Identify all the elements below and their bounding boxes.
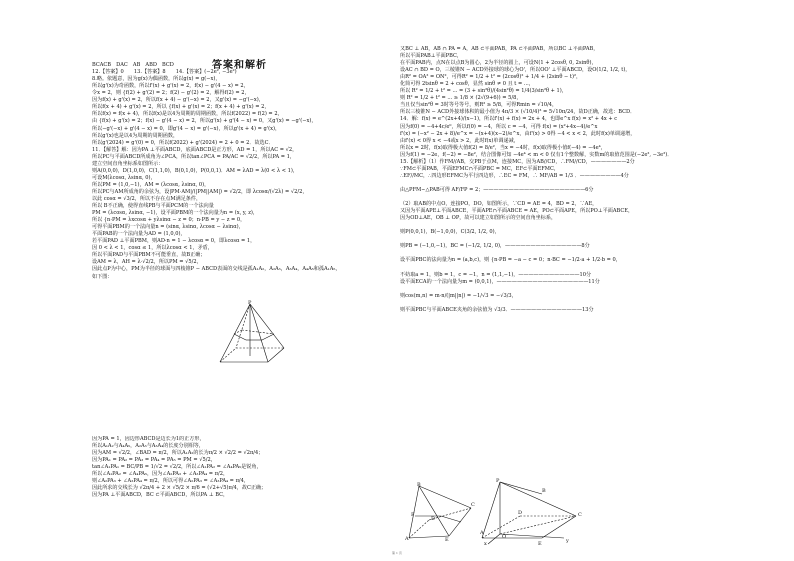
fig-right-b-label: x [484,541,487,546]
text-line: 由R² = OA² = ON²，可得R² = 1/2 + t² = (2cosθ)² + 1/4 + (2sinθ − t)²， [400,74,582,81]
text-line: 所以PC与AM所成角的余弦为，设|PM·AM|/(|PM||AM|) = √2/2，即 λcosα/(√2λ) = √2/2， [92,188,308,195]
text-line: 设平面ECA的一个法向量为m = (0,0,1)，——————————————————11分 [400,278,600,285]
text-line: 由△PFM∽△PAB可得 AF/FP = 2；————————————————————6分 [400,186,594,193]
text-line: 所以f(x) = f(x + 4)，所以f(x)是以4为周期的周期函数，所以f(2022) = f(2) = 2， [92,111,283,118]
text-line: BCACB DAC AB ABD BCD [92,62,174,69]
left-bottom-column [92,436,392,499]
text-line: ∴EF//MC，∴四边形EFMC为平行四边形，∴EC = FM，∴ MF/AB = 1/3 ．————————4分 [400,172,629,179]
pyramid-figure-left [210,300,290,370]
fig-right-b-label: O [502,534,507,540]
pyramid-figure-right-a [405,480,477,542]
text-line: 则 R² = 1/2 + t² = ... ≥ 1/8 × (2√(9+6)) = 5/8， [400,95,522,102]
text-line: 因此所求的交线长为 √2π/4 + 2 × √5/2 × π/6 = (√2+√5)π/4，故C正确； [92,485,267,492]
text-line [92,48,392,55]
text-line: ∵FM⊂平面PAB，平面EFMC∩平面PBC = MC，EF⊂平面EFMC， [400,165,559,172]
text-line: 所以平面PAD与平面PBM不可能垂直，故B正确； [92,252,206,259]
text-line: 11．【解答】解：因为PA ⊥平面ABCD，底面ABCD是正方形，AD = 1，所以AC = √2， [92,146,298,153]
text-line: （2）取AB的中点O，连接PO，DO，如图所示，∵CD = AE = 4，BD = 2，∵AE， [400,201,598,208]
pyramid-figure-right-b [480,476,590,546]
text-line: 建立空间直角坐标系如图所示： [92,160,164,167]
text-line: 所以 {n·PM = λxcosα + yλsinα − z = 0；n·PB = y − z = 0， [92,217,246,224]
text-line: 则P(0,0,1)，B(−1,0,0)，C(3/2, 1/2, 0)， [400,229,500,236]
text-line: 所以f(x + 4) + g'(x) = 2，所以 {f(x) + g'(x) = 2；f(x + 4) + g'(x) = 2， [92,104,270,111]
fig-right-b-label: D [518,510,523,516]
fig-right-b-label: E [538,541,542,546]
text-line [400,286,700,293]
fig-right-a-label: A [405,536,409,542]
text-line: 设平面PBC的法向量为n = (a,b,c)，则 {n·PB = −a − c = 0；n·BC = −1/2·a + 1/2·b = 0， [400,257,621,264]
text-line: 15.【解析】（1）作FM//AB，交PB于点M，连接MC，因为AB//CD，∴FM//CD，———————2分 [400,158,635,165]
right-column [400,46,700,314]
text-line: 以此 cosα = √3/2，所以不存在点M满足条件， [92,195,202,202]
fig-right-a-label: F [411,512,415,518]
text-line: 所以 B不正确，使得直线PB与平面PCM的一个法向量 [92,203,214,210]
left-column [92,48,392,281]
text-line: 在平面PAB内，点N在以点B为圆心，2为半径的圆上，可设N(1 + 2cosθ, 0, 2sinθ)， [400,60,597,67]
text-line: 则cos⟨m,n⟩ = m·n/(|m||n|) = −1/√3 = −√3/3， [400,292,517,299]
text-line: 由f'(x) < 0得 x < −4或x > 2，此时f(x)单调递减， [400,137,519,144]
text-line: 12.【答案】0 13.【答案】8 14.【答案】(−2e², −3e²) [92,69,237,76]
text-line: 则∠A₂PA₃ + ∠A₃PA₄ = π/2，所以可得∠A₂PA₃ = ∠A₃PA₄ = π/4， [92,478,249,485]
text-line: f'(x) = (−x² − 2x + 8)/e^x = −(x+4)(x−2)/e^x，由f'(x) > 0得 −4 < x < 2，此时f(x)单调递增， [400,130,636,137]
text-line: 由 {f(x) + g'(x) = 2；f(x) − g'(4 − x) = 2，所以g'(x) + g'(4 − x) = 0，又g'(x) = −g'(−x)， [92,118,317,125]
text-line: 则A(0,0,0)，D(1,0,0)，C(1,1,0)，B(0,1,0)，P(0,0,1)．AM = λAD = λ(0 < λ < 1)， [92,167,298,174]
text-line: 设AC ∩ BD = O，三棱锥N − ACD外接球的球心为O'，所以OO' ⊥平面ABCD，设O(1/2, 1/2, t)， [400,67,631,74]
text-line: PM = (λcosα, λsinα, −1)，设平面PBM的一个法向量为n = (x, y, z)， [92,210,259,217]
text-line: 因为OD⊥AE，OB ⊥ OP，故可以建立如图所示的空间直角坐标系， [400,215,557,222]
text-line: 化简可得 2tsinθ = 2 + cosθ，显然 sinθ ≠ 0 且 t = ...， [400,81,534,88]
text-line: 又BC ⊥ AB，AB ∩ PA = A，AB ⊂平面PAB，PA ⊂平面PAB，所以BC ⊥平面PAB， [400,46,599,52]
fig-right-a-label: C [471,502,475,508]
text-line: 平面PAB的一个法向量为AD = (1,0,0)， [92,231,186,238]
text-line: 设AM = λ，AH = λ·√2/2，所以PM = √5/2， [92,259,202,266]
fig-right-b-label: B [542,488,546,494]
fig-right-a-label: B [417,482,421,488]
text-line [400,180,700,187]
page-title: 答案和解析 [212,60,267,71]
text-line: 不妨取a = 1，则b = 1，c = −1，n = (1,1,−1)，————————————10分 [400,271,592,278]
text-line: 所以g'(2024) = g'(0) = 0，所以f(2022) + g'(2024) = 2 + 0 = 2．故选C． [92,139,274,146]
text-line: 可设M(λcosα, λsinα, 0)， [92,174,156,181]
text-line: 因为f(x) + g'(x) = 2，所以f(x + 4) − g'(−x) = 2，又g'(x) = −g'(−x)， [92,97,264,104]
text-line: 因为f(1) = −2e，f(−2) = −8e²，结合图像可知 −4e⁴ < m < 0 仅有1个整数解，实数m的取值范围是(−2e², −3e²)． [400,151,673,158]
text-line: tan∠A₁PA₁ = BC/PB = 1/√2 = √2/2，所以∠A₁PA₂ = ∠A₄PA₅是锐角， [92,464,262,471]
text-line: 所以PM = (1,0,−1)，AM = (λcosα, λsinα, 0)， [92,181,210,188]
text-line: 所以 R² = 1/2 + t² = ... = (3 + sin²θ)/(4sin²θ) = 1/4(3/sin²θ + 1)， [400,88,567,95]
text-line: 所以g'(x)为奇函数，所以f'(x) + g'(x) = 2，f(x) − g'(4 − x) = 2， [92,83,249,90]
text-line: 所以x = 2时，f(x)取得极大值f(2) = 8/e²，当x = −4时，f(x)取得极小值f(−4) = −4e⁴， [400,144,606,151]
text-line [92,55,392,62]
text-line: 所以∠A₁PA₂ = ∠A₄PA₅，因为∠A₂PA₃ + ∠A₃PA₄ = π/2， [92,471,229,478]
text-line: 8.略。依题意，因为g(x)为偶函数，所以g(x) = g(−x)， [92,76,221,83]
text-line: 如下图： [92,273,113,280]
text-line: 因为PA₁ = PA₂ = PA₃ = PA₄ = PA₅ = PM = √5/2， [92,457,216,464]
text-line: 所以三棱锥N − ACD外接球体积的最小值为 4π/3 × (√10/4)³ = 5√10π/24，故D正确，故选：BCD． [400,109,636,116]
text-line: 所以PC与平面ABCD所成角为∠PCA，所以tan∠PCA = PA/AC = √2/2，所以PA = 1， [92,153,296,160]
text-line: 所以平面PAB⊥平面PBC， [400,53,462,60]
text-line: 则平面PBC与平面ABCE夹角的余弦值为 √3/3．——————————————13分 [400,306,594,313]
text-line: 所以A₁A₂与A₄A₅，A₂A₃与A₃A₄的长度分别相等， [92,443,204,450]
fig-right-b-label: P [496,478,500,484]
text-line: 因 0 < λ < 1，cosα ≤ 1，所以λcosα < 1，矛盾， [92,245,213,252]
text-line: 当且仅当sin²θ = 3时等号等号，则R² ≥ 5/8，可得Rmin = √10/4， [400,102,558,109]
text-line [400,300,700,307]
fig-right-b-label: y [566,538,569,544]
fig-right-a-label: D [431,516,436,522]
fig-right-b-label: C [578,512,582,518]
text-line: 因为AM = √2/2，∠BAD = π/2，所以A₁A₂的长为π/2 × √2/2 = √2π/4； [92,450,264,457]
text-line: 因为f(0) = −4+4c/e⁰，所以f(0) = −4，所以 c = −4，可得 f(x) = (x²+4x−4)/e^x [400,123,598,130]
text-line: 可得平面PBM的一个法向量n = (sinα, λsinα, λcosα − λsinα)， [92,224,244,231]
fig-right-b-label: A [480,530,484,536]
text-line: 又因为平面APE⊥平面ABCE，平面APE∩平面ABCE = AE，PO⊂平面APE，所以PO⊥平面ABCE， [400,208,634,215]
text-line: 因此点P为中心，PM为半径的球面与四棱锥P − ABCD表面的交线是孤A₁A₂，A₂A₃，A₃A₄，A₄A₅和孤A₁A₅， [92,266,341,273]
page-footer: 第 1 页 [392,551,402,555]
text-line: 因为PA = 1，因边形ABCD是边长为1的正方形， [92,436,205,442]
text-line: 所以g'(x)也是以4为周期的周期函数， [92,132,179,139]
fig-left-label: P [248,300,252,306]
text-line [400,264,700,271]
text-line: 令x = 2，则 {f(2) + g'(2) = 2；f(2) − g'(2) = 2，解得f(2) = 2， [92,90,250,97]
text-line: 若平面PAD ⊥平面PBM，则AD·n = 1 − λcosα = 0，即λcosα = 1， [92,238,256,245]
text-line: 则PB = (−1,0,−1)，BC = (−1/2, 1/2, 0)，———————————————8分 [400,243,590,250]
text-line: 所以−g'(−x) + g'(4 − x) = 0，即g'(4 − x) = g'(−x)，所以g'(x + 4) = g'(x)， [92,125,281,132]
text-line [400,194,700,201]
text-line: 因为PA ⊥平面ABCD，BC ⊂平面ABCD，所以PA ⊥ BC， [92,492,229,499]
fig-right-a-label: E [445,537,449,542]
text-line: 14．解：f(x) = e^(2x+4)/(x−1)，所以f'(x) + f(x) = 2x + 4，也即e^x f(x) = x² + 4x + c [400,116,618,123]
